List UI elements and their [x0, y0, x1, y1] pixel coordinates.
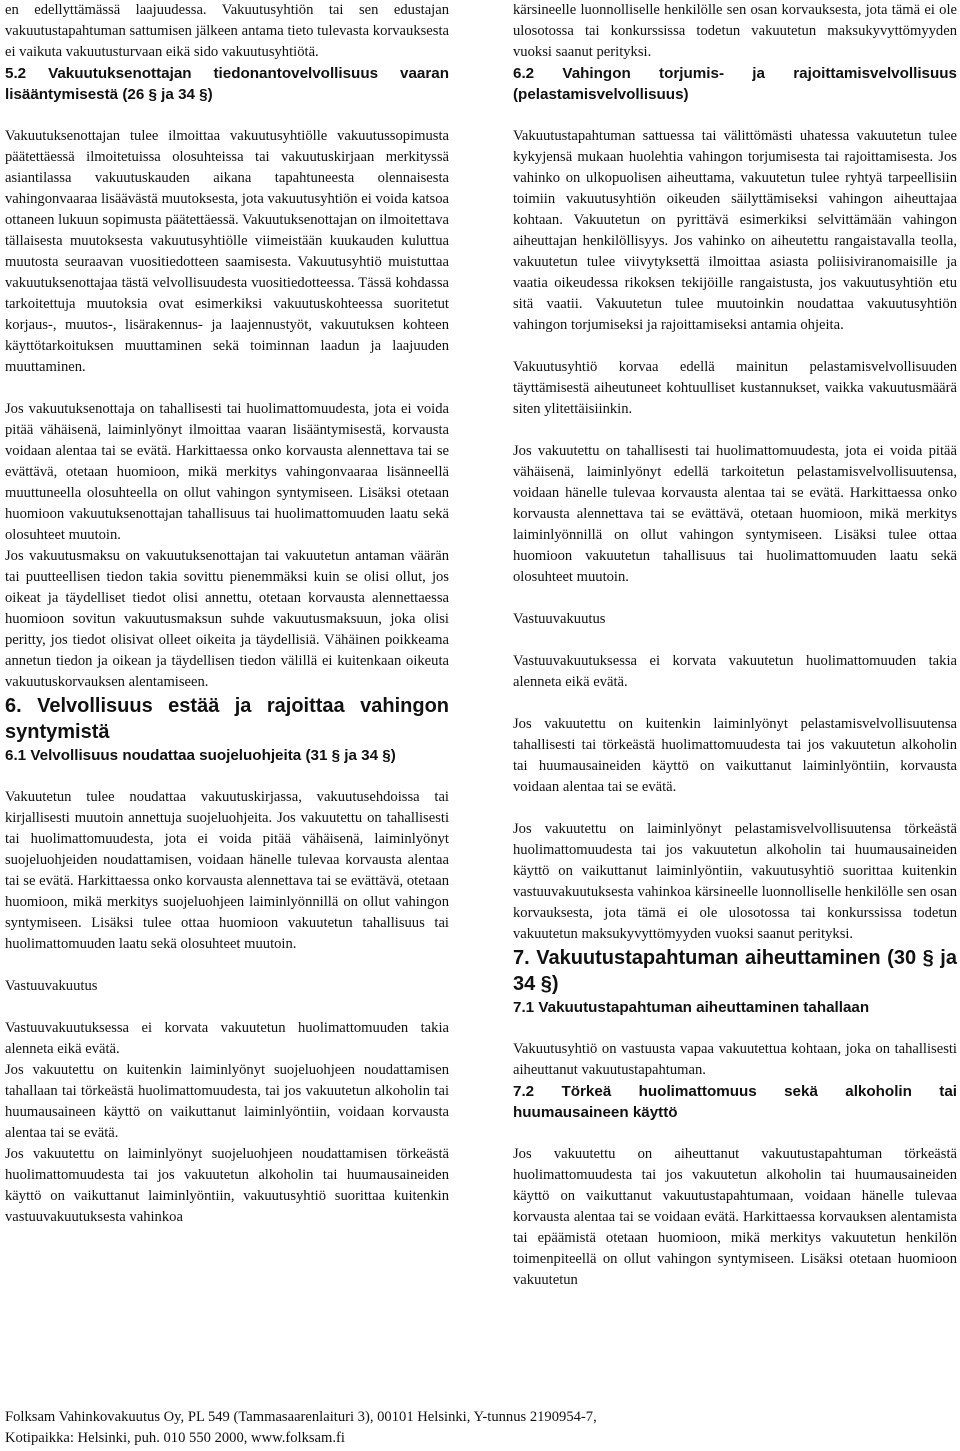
paragraph: Vakuutuksenottajan tulee ilmoittaa vakuutusyhtiölle vakuutussopimusta päätettäessä ilmoitetuissa olosuhteissa tai vakuutuskirjaan merkityssä asiantilassa vakuutuskauden aikana tapahtuneesta olennaisesta vahingonvaaraa lisäävästä muutoksesta, jota vakuutusyhtiön ei voida katsoa ottaneen lukuun sopimusta päätettäessä. Vakuutuksenottajan on ilmoitettava tällaisesta muutoksesta vakuutusyhtiölle viimeistään kuukauden kuluttua muutosta seuraavan vuositiedotteen saamisesta. Vakuutusyhtiö muistuttaa vakuutuksenottajaa tästä velvollisuudesta vuositiedotteessa. Tässä kohdassa tarkoitettuja muutoksia ovat esimerkiksi vakuutuskohteessa suoritetut korjaus-, muutos-, lisärakennus- ja laajennustyöt, vakuutuksen kohteen käyttötarkoituksen muuttaminen sekä toiminnan laadun ja laajuuden muuttaminen.	[5, 128, 449, 375]
paragraph: Vakuutetun tulee noudattaa vakuutuskirjassa, vakuutusehdoissa tai kirjallisesti muutoin annettuja suojeluohjeita. Jos vakuutettu on tahallisesti tai huolimattomuudesta, jota ei voida pitää vähäisenä, laiminlyönyt suojeluohjeiden noudattamisen, voidaan hänelle tulevaa korvausta alentaa tai se evätä. Harkittaessa onko korvausta alennettava tai se evättävä, otetaan huomioon, mikä merkitys suojeluohjeen laiminlyönnillä on ollut vahingon syntymiseen. Lisäksi tulee ottaa huomioon vakuutetun tahallisuus tai huolimattomuuden laatu sekä olosuhteet muutoin.	[5, 789, 449, 952]
right-column	[513, 0, 957, 1291]
paragraph: Jos vakuutuksenottaja on tahallisesti tai huolimattomuudesta, jota ei voida pitää vähäisenä, laiminlyönyt ilmoittaa vaaran lisääntymisestä, korvausta voidaan alentaa tai se evätä. Harkittaessa onko korvausta alennettava tai se evättävä, otetaan huomioon, mikä merkitys vahingonvaaraa lisänneellä muuttuneella olosuhteella on ollut vahingon syntymiseen. Lisäksi otetaan huomioon vakuutuksenottajan tahallisuus tai huolimattomuuden laatu sekä olosuhteet muutoin.	[5, 401, 449, 543]
paragraph: Vakuutusyhtiö on vastuusta vapaa vakuutettua kohtaan, joka on tahallisesti aiheuttanut vakuutustapahtuman.	[513, 1041, 957, 1078]
paragraph: Vastuuvakuutuksessa ei korvata vakuutetun huolimattomuuden takia alenneta eikä evätä.	[513, 653, 957, 690]
footer-contact-line: Kotipaikka: Helsinki, puh. 010 550 2000, www.folksam.fi	[5, 1430, 345, 1446]
footer-company-line: Folksam Vahinkovakuutus Oy, PL 549 (Tammasaarenlaituri 3), 00101 Helsinki, Y-tunnus 2190954-7,	[5, 1409, 597, 1425]
section-heading-7: 7. Vakuutustapahtuman aiheuttaminen (30 § ja 34 §)	[513, 947, 957, 995]
section-heading-6: 6. Velvollisuus estää ja rajoittaa vahingon syntymistä	[5, 695, 449, 743]
section-heading-5-2: 5.2 Vakuutuksenottajan tiedonantovelvollisuus vaaran lisääntymisestä (26 § ja 34 §)	[5, 65, 449, 103]
paragraph: Jos vakuutettu on tahallisesti tai huolimattomuudesta, jota ei voida pitää vähäisenä, laiminlyönyt edellä tarkoitetun pelastamisvelvollisuutensa, voidaan hänelle tulevaa korvausta alentaa tai se evätä. Harkittaessa onko korvausta alennettava tai se evättävä, otetaan huomioon, mikä merkitys laiminlyönnillä on ollut vahingon syntymiseen. Lisäksi tulee ottaa huomioon vakuutetun tahallisuus tai huolimattomuuden laatu sekä olosuhteet muutoin.	[513, 443, 957, 585]
section-heading-6-1: 6.1 Velvollisuus noudattaa suojeluohjeita (31 § ja 34 §)	[5, 747, 396, 764]
paragraph: Jos vakuutettu on kuitenkin laiminlyönyt suojeluohjeen noudattamisen tahallaan tai törkeästä huolimattomuudesta, tai jos vakuutetun alkoholin tai huumausaineen käyttö on vaikuttanut laiminlyöntiin, voidaan korvausta alentaa tai se evätä.	[5, 1062, 449, 1141]
paragraph: Vastuuvakuutuksessa ei korvata vakuutetun huolimattomuuden takia alenneta eikä evätä.	[5, 1020, 449, 1057]
subheading-vastuuvakuutus: Vastuuvakuutus	[513, 611, 606, 627]
section-heading-6-2: 6.2 Vahingon torjumis- ja rajoittamisvelvollisuus (pelastamisvelvollisuus)	[513, 65, 957, 103]
paragraph: Vakuutusyhtiö korvaa edellä mainitun pelastamisvelvollisuuden täyttämisestä aiheutuneet kohtuulliset kustannukset, vaikka vakuutusmäärä siten ylitettäisiinkin.	[513, 359, 957, 417]
paragraph: Jos vakuutusmaksu on vakuutuksenottajan tai vakuutetun antaman väärän tai puutteellisen tiedon takia sovittu pienemmäksi kuin se olisi ollut, jos oikeat ja täydelliset tiedot olisi annettu, otetaan korvausta alennettaessa huomioon sovitun vakuutusmaksun suhde vakuutusmaksuun, joka olisi peritty, jos tiedot olisivat olleet oikeita ja täydellisiä. Vähäinen poikkeama annetun tiedon ja oikean ja täydellisen tiedon välillä ei kuitenkaan oikeuta vakuutuskorvauksen alentamiseen.	[5, 548, 449, 690]
page-footer	[5, 1407, 945, 1449]
subheading-vastuuvakuutus: Vastuuvakuutus	[5, 978, 98, 994]
paragraph: Jos vakuutettu on laiminlyönyt pelastamisvelvollisuutensa törkeästä huolimattomuudesta tai jos vakuutetun alkoholin tai huumausaineiden käyttö on vaikuttanut laiminlyöntiin, vakuutusyhtiö suorittaa kuitenkin vastuuvakuutuksesta vahinkoa kärsineelle luonnolliselle henkilölle sen osan korvauksesta, jota tämä ei ole ulosotossa tai konkurssissa todetun vakuutetun maksukyvyttömyyden vuoksi saanut perityksi.	[513, 821, 957, 942]
section-heading-7-2: 7.2 Törkeä huolimattomuus sekä alkoholin tai huumausaineen käyttö	[513, 1083, 957, 1121]
paragraph: kärsineelle luonnolliselle henkilölle sen osan korvauksesta, jota tämä ei ole ulosotossa tai konkurssissa todetun vakuutetun maksukyvyttömyyden vuoksi saanut perityksi.	[513, 2, 957, 60]
left-column	[5, 0, 449, 1228]
paragraph: en edellyttämässä laajuudessa. Vakuutusyhtiön tai sen edustajan vakuutustapahtuman sattumisen jälkeen antama tieto tulevasta korvauksesta ei vaikuta vakuutusturvaan eikä sido vakuutusyhtiötä.	[5, 2, 449, 60]
paragraph: Vakuutustapahtuman sattuessa tai välittömästi uhatessa vakuutetun tulee kykyjensä mukaan huolehtia vahingon torjumisesta tai rajoittamisesta. Jos vahinko on ulkopuolisen aiheuttama, vakuutetun tulee ryhtyä tarpeellisiin toimiin vakuutusyhtiön oikeuden säilyttämiseksi vahingon aiheuttajaa kohtaan. Vakuutetun on pyrittävä esimerkiksi selvittämään vahingon aiheuttajan henkilöllisyys. Jos vahinko on aiheutettu rangaistavalla teolla, vakuutetun tulee viivytyksettä ilmoittaa asiasta poliisiviranomaisille ja vaatia oikeudessa rikoksen tekijöille rangaistusta, jos vakuutusyhtiön etu sitä vaatii. Vakuutetun tulee muutoinkin noudattaa vakuutusyhtiön vahingon torjumiseksi ja rajoittamiseksi antamia ohjeita.	[513, 128, 957, 333]
paragraph: Jos vakuutettu on laiminlyönyt suojeluohjeen noudattamisen törkeästä huolimattomuudesta tai jos vakuutetun alkoholin tai huumausaineiden käyttö on vaikuttanut laiminlyöntiin, vakuutusyhtiö suorittaa kuitenkin vastuuvakuutuksesta vahinkoa	[5, 1146, 449, 1225]
section-heading-7-1: 7.1 Vakuutustapahtuman aiheuttaminen tahallaan	[513, 999, 870, 1016]
paragraph: Jos vakuutettu on aiheuttanut vakuutustapahtuman törkeästä huolimattomuudesta tai jos vakuutetun alkoholin tai huumausaineiden käyttö on vaikuttanut vakuutustapahtumaan, voidaan hänelle tulevaa korvausta alentaa tai se voidaan evätä. Harkittaessa korvauksen alentamista tai epäämistä otetaan huomioon, mikä merkitys vakuutetun henkilön toimenpiteellä on ollut vahingon syntymiseen. Lisäksi otetaan huomioon vakuutetun	[513, 1146, 957, 1288]
paragraph: Jos vakuutettu on kuitenkin laiminlyönyt pelastamisvelvollisuutensa tahallisesti tai törkeästä huolimattomuudesta tai jos vakuutetun alkoholin tai huumausaineiden käyttö on vaikuttanut laiminlyöntiin, korvausta voidaan alentaa tai se evätä.	[513, 716, 957, 795]
